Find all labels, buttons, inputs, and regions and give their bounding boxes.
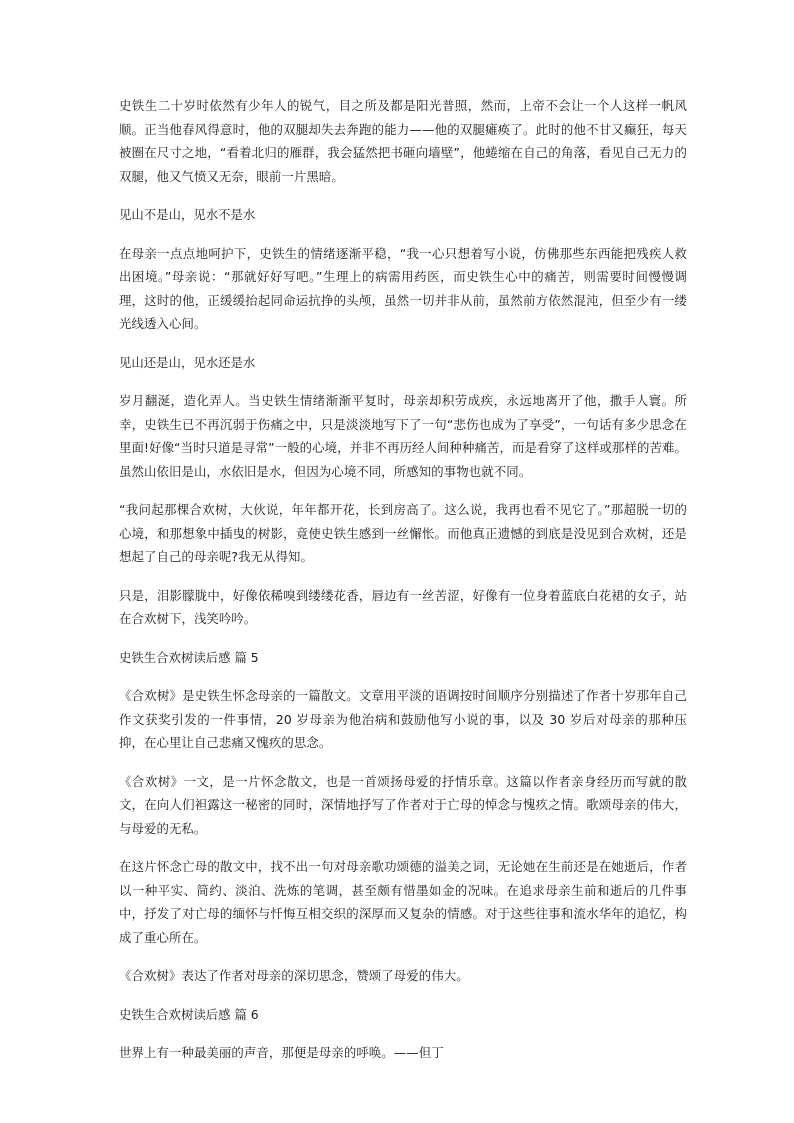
paragraph-3: 岁月翻涎，造化弄人。当史铁生情绪渐渐平复时，母亲却积劳成疾，永远地离开了他，撒手人寰。所幸，史铁生已不再沉弱于伤痛之中，只是淡淡地写下了一句“悲伤也成为了享受”，一句话有多少思念在里面!好像“当时只道是寻常”一般的心境，并非不再历经人间种种痛苦，而是看穿了这样或那样的苦难。虽然山依旧是山，水依旧是水，但因为心境不同，所感知的事物也就不同。 [119, 393, 687, 479]
paragraph-8: 在这片怀念亡母的散文中，找不出一句对母亲歌功颂德的溢美之词，无论她在生前还是在她逝后，作者以一种平实、简约、淡泊、洗炼的笔调，甚至颇有惜墨如金的况味。在追求母亲生前和逝后的几件事中，抒发了对亡母的缅怀与忏悔互相交织的深厚而又复杂的情感。对于这些往事和流水华年的追忆，构成了重心所在。 [119, 859, 687, 945]
document-page [119, 94, 687, 1065]
section-heading-6: 史铁生合欢树读后感 篇 6 [119, 1006, 259, 1022]
paragraph-2: 在母亲一点点地呵护下，史铁生的情绪逐渐平稳，“我一心只想着写小说，仿佛那些东西能把残疾人救出困境。”母亲说：“那就好好写吧。”生理上的病需用药医，而史铁生心中的痛苦，则需要时间慢慢调理，这时的他，正缓缓抬起同命运抗挣的头颅，虽然一切并非从前，虽然前方依然混沌，但至少有一缕光线透入心间。 [119, 245, 687, 331]
section-heading-5: 史铁生合欢树读后感 篇 5 [119, 649, 259, 665]
paragraph-4: “我问起那棵合欢树，大伙说，年年都开花，长到房高了。这么说，我再也看不见它了。”那超脱一切的心境，和那想象中插曳的树影，竟使史铁生感到一丝懈怅。而他真正遗憾的到底是没见到合欢树，还是想起了自己的母亲呢?我无从得知。 [119, 502, 687, 564]
paragraph-10: 世界上有一种最美丽的声音，那便是母亲的呼唤。——但丁 [119, 1045, 444, 1060]
paragraph-1: 史铁生二十岁时依然有少年人的锐气，目之所及都是阳光普照，然而，上帝不会让一个人这样一帆风顺。正当他春风得意时，他的双腿却失去奔跑的能力——他的双腿瘫痪了。此时的他不甘又癫狂，每天被圈在尺寸之地，“看着北归的雁群，我会猛然把书砸向墙壁”，他蜷缩在自己的角落，看见自己无力的双腿，他又气愤又无奈，眼前一片黑暗。 [119, 98, 687, 184]
paragraph-6: 《合欢树》是史铁生怀念母亲的一篇散文。文章用平淡的语调按时间顺序分别描述了作者十岁那年自己作文获奖引发的一件事情，20 岁母亲为他治病和鼓励他写小说的事，以及 30 岁后对母亲的那种压抑，在心里让自己悲痛又愧疚的思念。 [119, 688, 687, 750]
paragraph-5: 只是，泪影朦胧中，好像依稀嗅到缕缕花香，唇边有一丝苦涩，好像有一位身着蓝底白花裙的女子，站在合欢树下，浅笑吟吟。 [119, 587, 687, 626]
paragraph-9: 《合欢树》表达了作者对母亲的深切思念，赞颂了母爱的伟大。 [119, 968, 469, 983]
paragraph-7: 《合欢树》一文，是一片怀念散文，也是一首颂扬母爱的抒情乐章。这篇以作者亲身经历而写就的散文，在向人们袒露这一秘密的同时，深情地抒写了作者对于亡母的悼念与愧疚之情。歌颂母亲的伟大，与母爱的无私。 [119, 773, 687, 836]
section-heading-2: 见山还是山，见水还是水 [119, 354, 256, 370]
section-heading-1: 见山不是山，见水不是水 [119, 207, 256, 222]
